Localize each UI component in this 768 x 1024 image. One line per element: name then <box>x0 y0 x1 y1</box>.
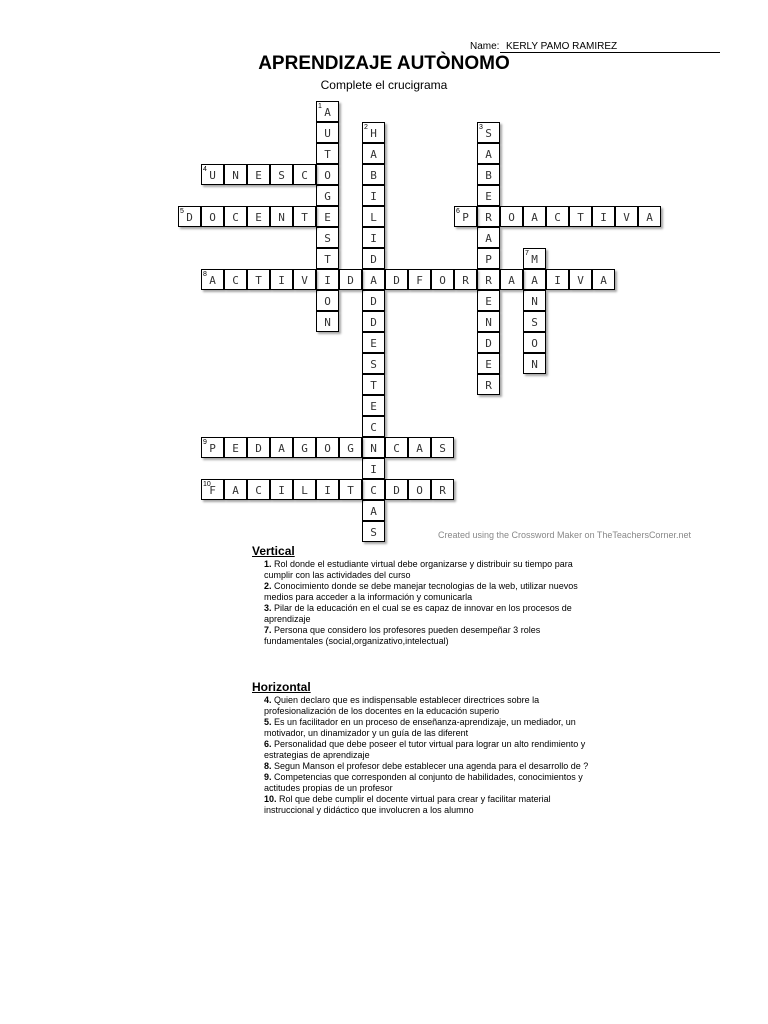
crossword-cell <box>316 437 339 458</box>
cell-letter: D <box>370 253 377 266</box>
clue-item: 9. Competencias que corresponden al conjunto de habilidades, conocimientos y actitudes propias de un profesor <box>264 772 583 793</box>
crossword-cell <box>477 122 500 143</box>
cell-letter: S <box>439 442 446 455</box>
crossword-cell <box>431 269 454 290</box>
cell-letter: E <box>485 358 492 371</box>
cell-letter: B <box>370 169 377 182</box>
crossword-cell <box>523 269 546 290</box>
crossword-cell <box>316 206 339 227</box>
crossword-cell <box>615 206 638 227</box>
crossword-cell <box>385 269 408 290</box>
cell-letter: N <box>278 211 285 224</box>
clue-item: 6. Personalidad que debe poseer el tutor virtual para lograr un alto rendimiento y estrategias de aprendizaje <box>264 739 586 760</box>
cell-letter: L <box>301 484 308 497</box>
cell-letter: O <box>209 211 216 224</box>
crossword-cell <box>362 395 385 416</box>
crossword-cell <box>477 185 500 206</box>
cell-letter: O <box>531 337 538 350</box>
crossword-cell <box>546 206 569 227</box>
crossword-cell <box>408 437 431 458</box>
crossword-cell <box>316 290 339 311</box>
crossword-cell <box>224 437 247 458</box>
crossword-cell <box>477 311 500 332</box>
cell-letter: S <box>485 127 492 140</box>
cell-letter: A <box>278 442 285 455</box>
crossword-cell <box>270 206 293 227</box>
cell-letter: I <box>370 232 377 245</box>
cell-letter: B <box>485 169 492 182</box>
crossword-cell <box>247 479 270 500</box>
cell-letter: E <box>370 400 377 413</box>
cell-letter: O <box>416 484 423 497</box>
crossword-cell <box>362 479 385 500</box>
cell-letter: D <box>393 274 400 287</box>
crossword-cell <box>247 164 270 185</box>
crossword-cell <box>316 122 339 143</box>
crossword-cell <box>569 269 592 290</box>
credit-text: Created using the Crossword Maker on TheTeachersCorner.net <box>438 530 691 540</box>
cell-letter: O <box>508 211 515 224</box>
crossword-cell <box>477 353 500 374</box>
crossword-cell <box>362 500 385 521</box>
cell-letter: N <box>324 316 331 329</box>
crossword-cell <box>362 269 385 290</box>
cell-letter: H <box>370 127 377 140</box>
cell-letter: E <box>255 211 262 224</box>
crossword-cell <box>523 290 546 311</box>
crossword-cell <box>201 164 224 185</box>
cell-letter: E <box>324 211 331 224</box>
cell-letter: C <box>393 442 400 455</box>
cell-letter: N <box>531 295 538 308</box>
cell-letter: R <box>439 484 446 497</box>
clue-number: 2 <box>364 124 368 131</box>
crossword-cell <box>431 437 454 458</box>
cell-letter: A <box>531 211 538 224</box>
crossword-cell <box>247 269 270 290</box>
crossword-cell <box>477 269 500 290</box>
crossword-cell <box>477 332 500 353</box>
crossword-cell <box>431 479 454 500</box>
clue-number: 8 <box>203 271 207 278</box>
cell-letter: E <box>232 442 239 455</box>
crossword-cell <box>293 437 316 458</box>
crossword-cell <box>270 479 293 500</box>
clue-number: 9 <box>203 439 207 446</box>
crossword-cell <box>477 143 500 164</box>
crossword-cell <box>362 206 385 227</box>
name-value: KERLY PAMO RAMIREZ <box>500 41 720 53</box>
crossword-cell <box>385 437 408 458</box>
crossword-cell <box>293 164 316 185</box>
cell-letter: U <box>324 127 331 140</box>
crossword-cell <box>316 479 339 500</box>
crossword-cell <box>362 311 385 332</box>
crossword-cell <box>316 227 339 248</box>
cell-letter: F <box>416 274 423 287</box>
crossword-cell <box>316 269 339 290</box>
page-title: APRENDIZAJE AUTÒNOMO <box>258 53 510 74</box>
cell-letter: S <box>370 526 377 539</box>
crossword-cell <box>523 206 546 227</box>
cell-letter: E <box>485 190 492 203</box>
crossword-cell <box>408 269 431 290</box>
cell-letter: A <box>485 232 492 245</box>
cell-letter: C <box>232 211 239 224</box>
cell-letter: D <box>485 337 492 350</box>
crossword-cell <box>362 248 385 269</box>
cell-letter: N <box>485 316 492 329</box>
cell-letter: V <box>577 274 584 287</box>
cell-letter: A <box>370 148 377 161</box>
crossword-cell <box>592 269 615 290</box>
crossword-cell <box>638 206 661 227</box>
crossword-cell <box>316 248 339 269</box>
cell-letter: A <box>485 148 492 161</box>
cell-letter: S <box>278 169 285 182</box>
cell-letter: P <box>209 442 216 455</box>
vertical-heading: Vertical <box>252 544 295 558</box>
crossword-cell <box>477 164 500 185</box>
vertical-clues <box>252 546 592 647</box>
cell-letter: I <box>324 274 331 287</box>
clue-item: 2. Conocimiento donde se debe manejar tecnologias de la web, utilizar nuevos medios para acceder a la información y comunicarla <box>264 581 578 602</box>
clue-number: 6 <box>456 208 460 215</box>
crossword-cell <box>362 521 385 542</box>
cell-letter: A <box>646 211 653 224</box>
crossword-cell <box>362 374 385 395</box>
cell-letter: T <box>324 253 331 266</box>
crossword-cell <box>546 269 569 290</box>
crossword-cell <box>339 479 362 500</box>
crossword-cell <box>454 206 477 227</box>
cell-letter: A <box>232 484 239 497</box>
clue-item: 4. Quien declaro que es indispensable establecer directrices sobre la profesionalización de los docentes en la educación superio <box>264 695 540 716</box>
clue-item: 8. Segun Manson el profesor debe establecer una agenda para el desarrollo de ? <box>264 761 589 771</box>
cell-letter: O <box>324 295 331 308</box>
cell-letter: G <box>301 442 308 455</box>
cell-letter: R <box>485 379 492 392</box>
clue-number: 10 <box>203 481 211 488</box>
crossword-cell <box>201 206 224 227</box>
cell-letter: A <box>531 274 538 287</box>
cell-letter: U <box>209 169 216 182</box>
cell-letter: V <box>623 211 630 224</box>
crossword-cell <box>224 206 247 227</box>
crossword-cell <box>316 311 339 332</box>
cell-letter: I <box>370 463 377 476</box>
clue-item: 5. Es un facilitador en un proceso de enseñanza-aprendizaje, un mediador, un motivador, un dinamizador y un guía de las diferent <box>264 717 576 738</box>
cell-letter: T <box>577 211 584 224</box>
crossword-cell <box>362 122 385 143</box>
cell-letter: P <box>462 211 469 224</box>
cell-letter: T <box>347 484 354 497</box>
cell-letter: D <box>370 316 377 329</box>
crossword-cell <box>477 206 500 227</box>
cell-letter: S <box>531 316 538 329</box>
cell-letter: I <box>600 211 607 224</box>
cell-letter: O <box>439 274 446 287</box>
cell-letter: D <box>255 442 262 455</box>
crossword-cell <box>362 416 385 437</box>
crossword-cell <box>339 437 362 458</box>
cell-letter: T <box>370 379 377 392</box>
crossword-cell <box>362 353 385 374</box>
crossword-cell <box>592 206 615 227</box>
crossword-cell <box>224 269 247 290</box>
clue-item: 10. Rol que debe cumplir el docente virtual para crear y facilitar material instruccional y didáctico que involucren a los alumno <box>264 794 551 815</box>
clue-number: 1 <box>318 103 322 110</box>
cell-letter: C <box>370 484 377 497</box>
crossword-cell <box>270 269 293 290</box>
crossword-cell <box>477 290 500 311</box>
cell-letter: F <box>209 484 216 497</box>
cell-letter: R <box>462 274 469 287</box>
cell-letter: D <box>370 295 377 308</box>
cell-letter: C <box>554 211 561 224</box>
crossword-cell <box>178 206 201 227</box>
crossword-cell <box>316 101 339 122</box>
cell-letter: M <box>531 253 538 266</box>
cell-letter: E <box>255 169 262 182</box>
crossword-cell <box>293 206 316 227</box>
cell-letter: N <box>232 169 239 182</box>
cell-letter: N <box>531 358 538 371</box>
crossword-cell <box>500 269 523 290</box>
cell-letter: I <box>370 190 377 203</box>
cell-letter: A <box>324 106 331 119</box>
cell-letter: C <box>232 274 239 287</box>
crossword-cell <box>500 206 523 227</box>
cell-letter: I <box>324 484 331 497</box>
cell-letter: A <box>508 274 515 287</box>
cell-letter: T <box>324 148 331 161</box>
crossword-cell <box>523 248 546 269</box>
crossword-cell <box>316 164 339 185</box>
crossword-cell <box>247 437 270 458</box>
cell-letter: A <box>209 274 216 287</box>
crossword-cell <box>477 374 500 395</box>
horizontal-heading: Horizontal <box>252 680 311 694</box>
crossword-cell <box>362 437 385 458</box>
crossword-cell <box>408 479 431 500</box>
horizontal-clues <box>252 682 592 816</box>
cell-letter: E <box>485 295 492 308</box>
clue-item: 7. Persona que considero los profesores pueden desempeñar 3 roles fundamentales (social,organizativo,intelectual) <box>264 625 541 646</box>
crossword-cell <box>523 332 546 353</box>
cell-letter: A <box>600 274 607 287</box>
cell-letter: C <box>301 169 308 182</box>
crossword-cell <box>247 206 270 227</box>
cell-letter: N <box>370 442 377 455</box>
crossword-cell <box>362 290 385 311</box>
cell-letter: G <box>347 442 354 455</box>
cell-letter: G <box>324 190 331 203</box>
crossword-cell <box>362 332 385 353</box>
cell-letter: R <box>485 211 492 224</box>
name-label: Name: <box>470 41 500 52</box>
crossword-cell <box>385 479 408 500</box>
cell-letter: C <box>370 421 377 434</box>
cell-letter: A <box>416 442 423 455</box>
page-subtitle: Complete el crucigrama <box>320 78 448 92</box>
cell-letter: S <box>370 358 377 371</box>
crossword-cell <box>293 479 316 500</box>
cell-letter: I <box>278 484 285 497</box>
crossword-cell <box>523 311 546 332</box>
crossword-cell <box>454 269 477 290</box>
cell-letter: T <box>301 211 308 224</box>
crossword-cell <box>362 458 385 479</box>
clue-item: 3. Pilar de la educación en el cual se es capaz de innovar en los procesos de aprendizaje <box>264 603 572 624</box>
crossword-cell <box>293 269 316 290</box>
cell-letter: S <box>324 232 331 245</box>
crossword-cell <box>270 437 293 458</box>
clue-number: 4 <box>203 166 207 173</box>
clue-number: 5 <box>180 208 184 215</box>
cell-letter: I <box>278 274 285 287</box>
crossword-cell <box>362 185 385 206</box>
crossword-cell <box>201 479 224 500</box>
clue-item: 1. Rol donde el estudiante virtual debe organizarse y distribuir su tiempo para cumplir con las actividades del curso <box>264 559 573 580</box>
crossword-cell <box>362 164 385 185</box>
crossword-cell <box>316 185 339 206</box>
crossword-cell <box>362 143 385 164</box>
cell-letter: T <box>255 274 262 287</box>
cell-letter: D <box>186 211 193 224</box>
crossword-cell <box>316 143 339 164</box>
cell-letter: A <box>370 505 377 518</box>
cell-letter: P <box>485 253 492 266</box>
crossword-cell <box>477 248 500 269</box>
cell-letter: R <box>485 274 492 287</box>
crossword-cell <box>362 227 385 248</box>
clue-number: 7 <box>525 250 529 257</box>
clue-number: 3 <box>479 124 483 131</box>
cell-letter: C <box>255 484 262 497</box>
crossword-cell <box>224 479 247 500</box>
cell-letter: L <box>370 211 377 224</box>
cell-letter: D <box>393 484 400 497</box>
crossword-cell <box>477 227 500 248</box>
cell-letter: E <box>370 337 377 350</box>
cell-letter: I <box>554 274 561 287</box>
crossword-cell <box>339 269 362 290</box>
crossword-cell <box>270 164 293 185</box>
cell-letter: O <box>324 169 331 182</box>
cell-letter: V <box>301 274 308 287</box>
cell-letter: D <box>347 274 354 287</box>
crossword-cell <box>569 206 592 227</box>
crossword-cell <box>523 353 546 374</box>
crossword-cell <box>201 269 224 290</box>
cell-letter: O <box>324 442 331 455</box>
crossword-cell <box>224 164 247 185</box>
crossword-cell <box>201 437 224 458</box>
cell-letter: A <box>370 274 377 287</box>
